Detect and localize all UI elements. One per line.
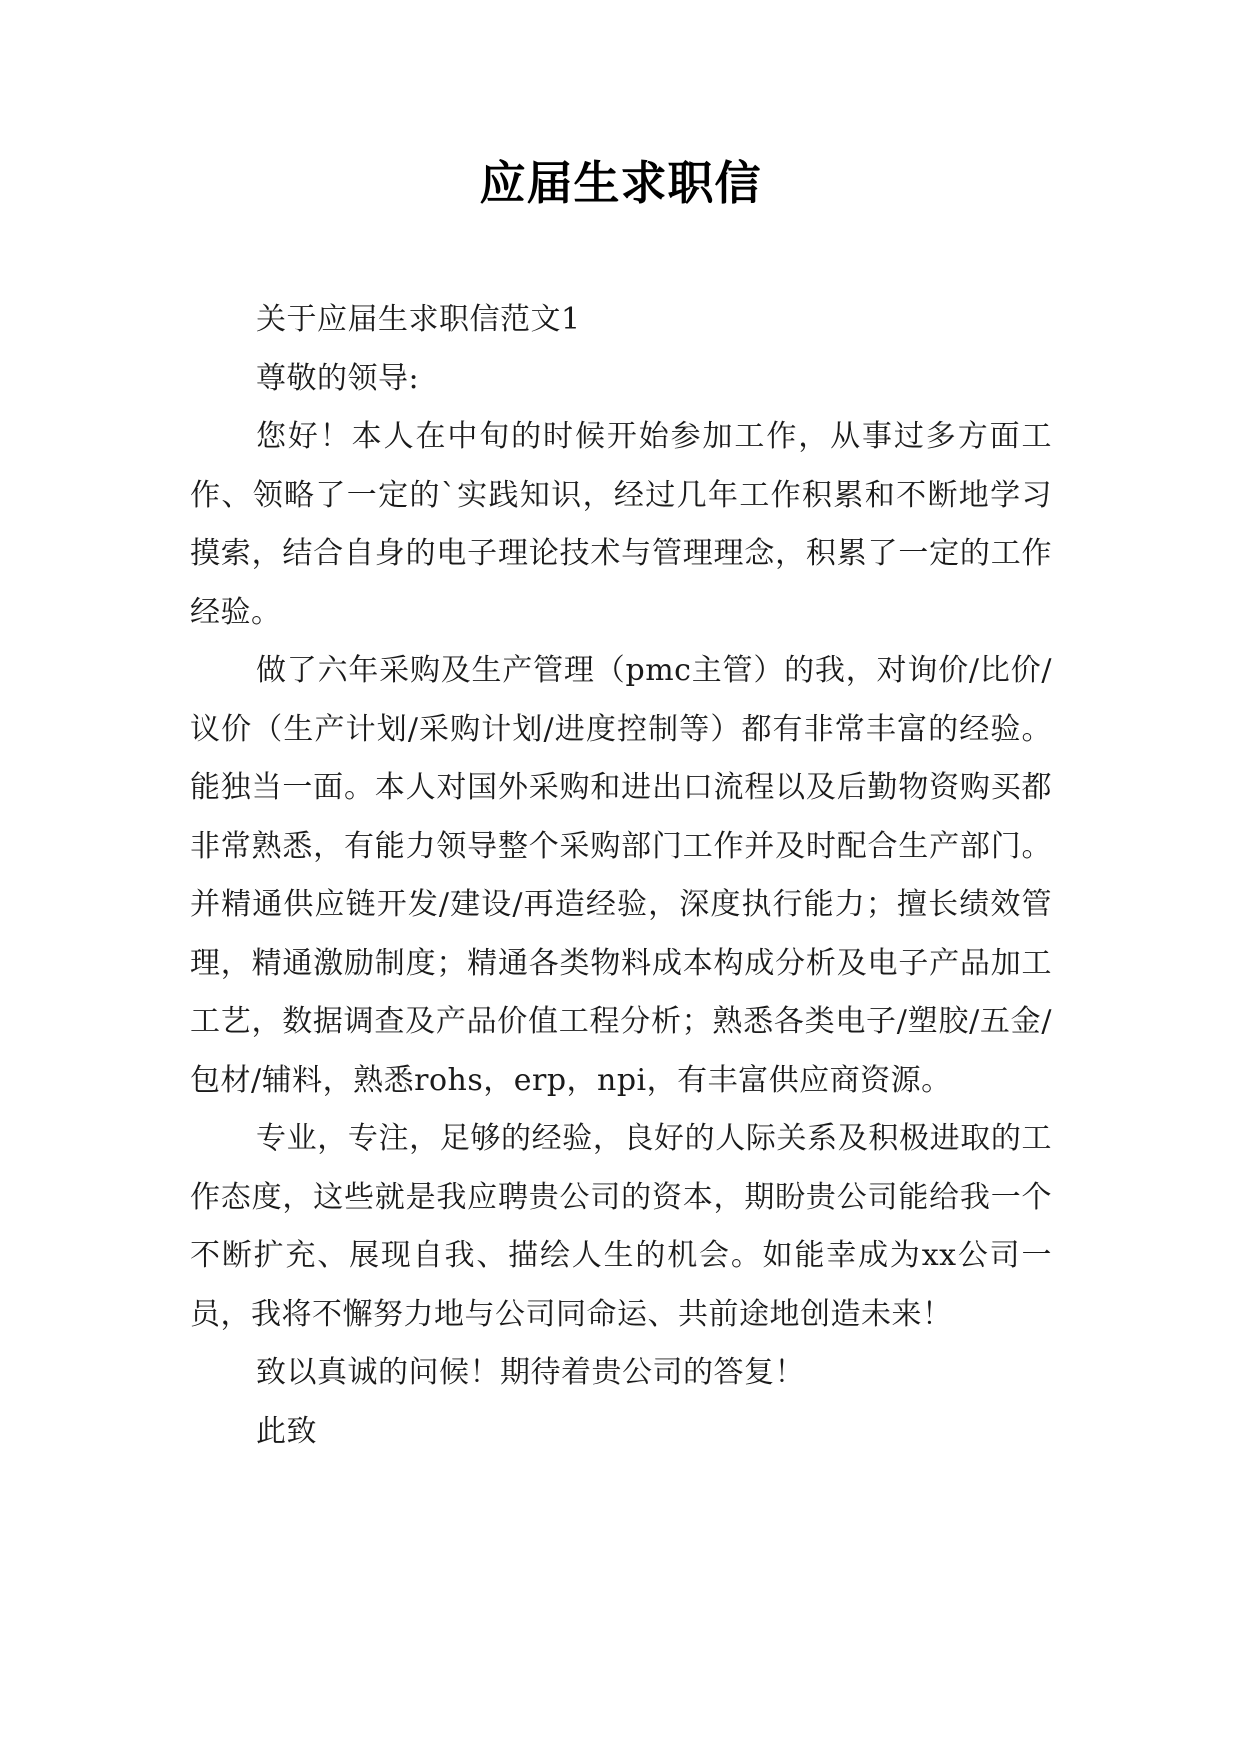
paragraph-motivation: 专业，专注，足够的经验，良好的人际关系及积极进取的工作态度，这些就是我应聘贵公司的资本，期盼贵公司能给我一个不断扩充、展现自我、描绘人生的机会。如能幸成为xx公司一员，我将不懈努力地与公司同命运、共前途地创造未来！	[190, 1121, 1052, 1332]
paragraph-experience: 做了六年采购及生产管理（pmc主管）的我，对询价/比价/议价（生产计划/采购计划/进度控制等）都有非常丰富的经验。能独当一面。本人对国外采购和进出口流程以及后勤物资购买都非常熟悉，有能力领导整个采购部门工作并及时配合生产部门。并精通供应链开发/建设/再造经验，深度执行能力；擅长绩效管理，精通激励制度；精通各类物料成本构成分析及电子产品加工工艺，数据调查及产品价值工程分析；熟悉各类电子/塑胶/五金/包材/辅料，熟悉rohs，erp，npi，有丰富供应商资源。	[190, 653, 1052, 1098]
paragraph-closing: 此致	[256, 1413, 317, 1449]
paragraph-heading: 关于应届生求职信范文1	[256, 302, 581, 337]
paragraph-salutation: 尊敬的领导:	[256, 360, 420, 396]
paragraph-intro: 您好！本人在中旬的时候开始参加工作，从事过多方面工作、领略了一定的`实践知识，经过几年工作积累和不断地学习摸索，结合自身的电子理论技术与管理理念，积累了一定的工作经验。	[190, 419, 1052, 630]
document-body	[190, 291, 1052, 1461]
document-title: 应届生求职信	[479, 156, 762, 210]
paragraph-regards: 致以真诚的问候！期待着贵公司的答复！	[256, 1355, 805, 1390]
